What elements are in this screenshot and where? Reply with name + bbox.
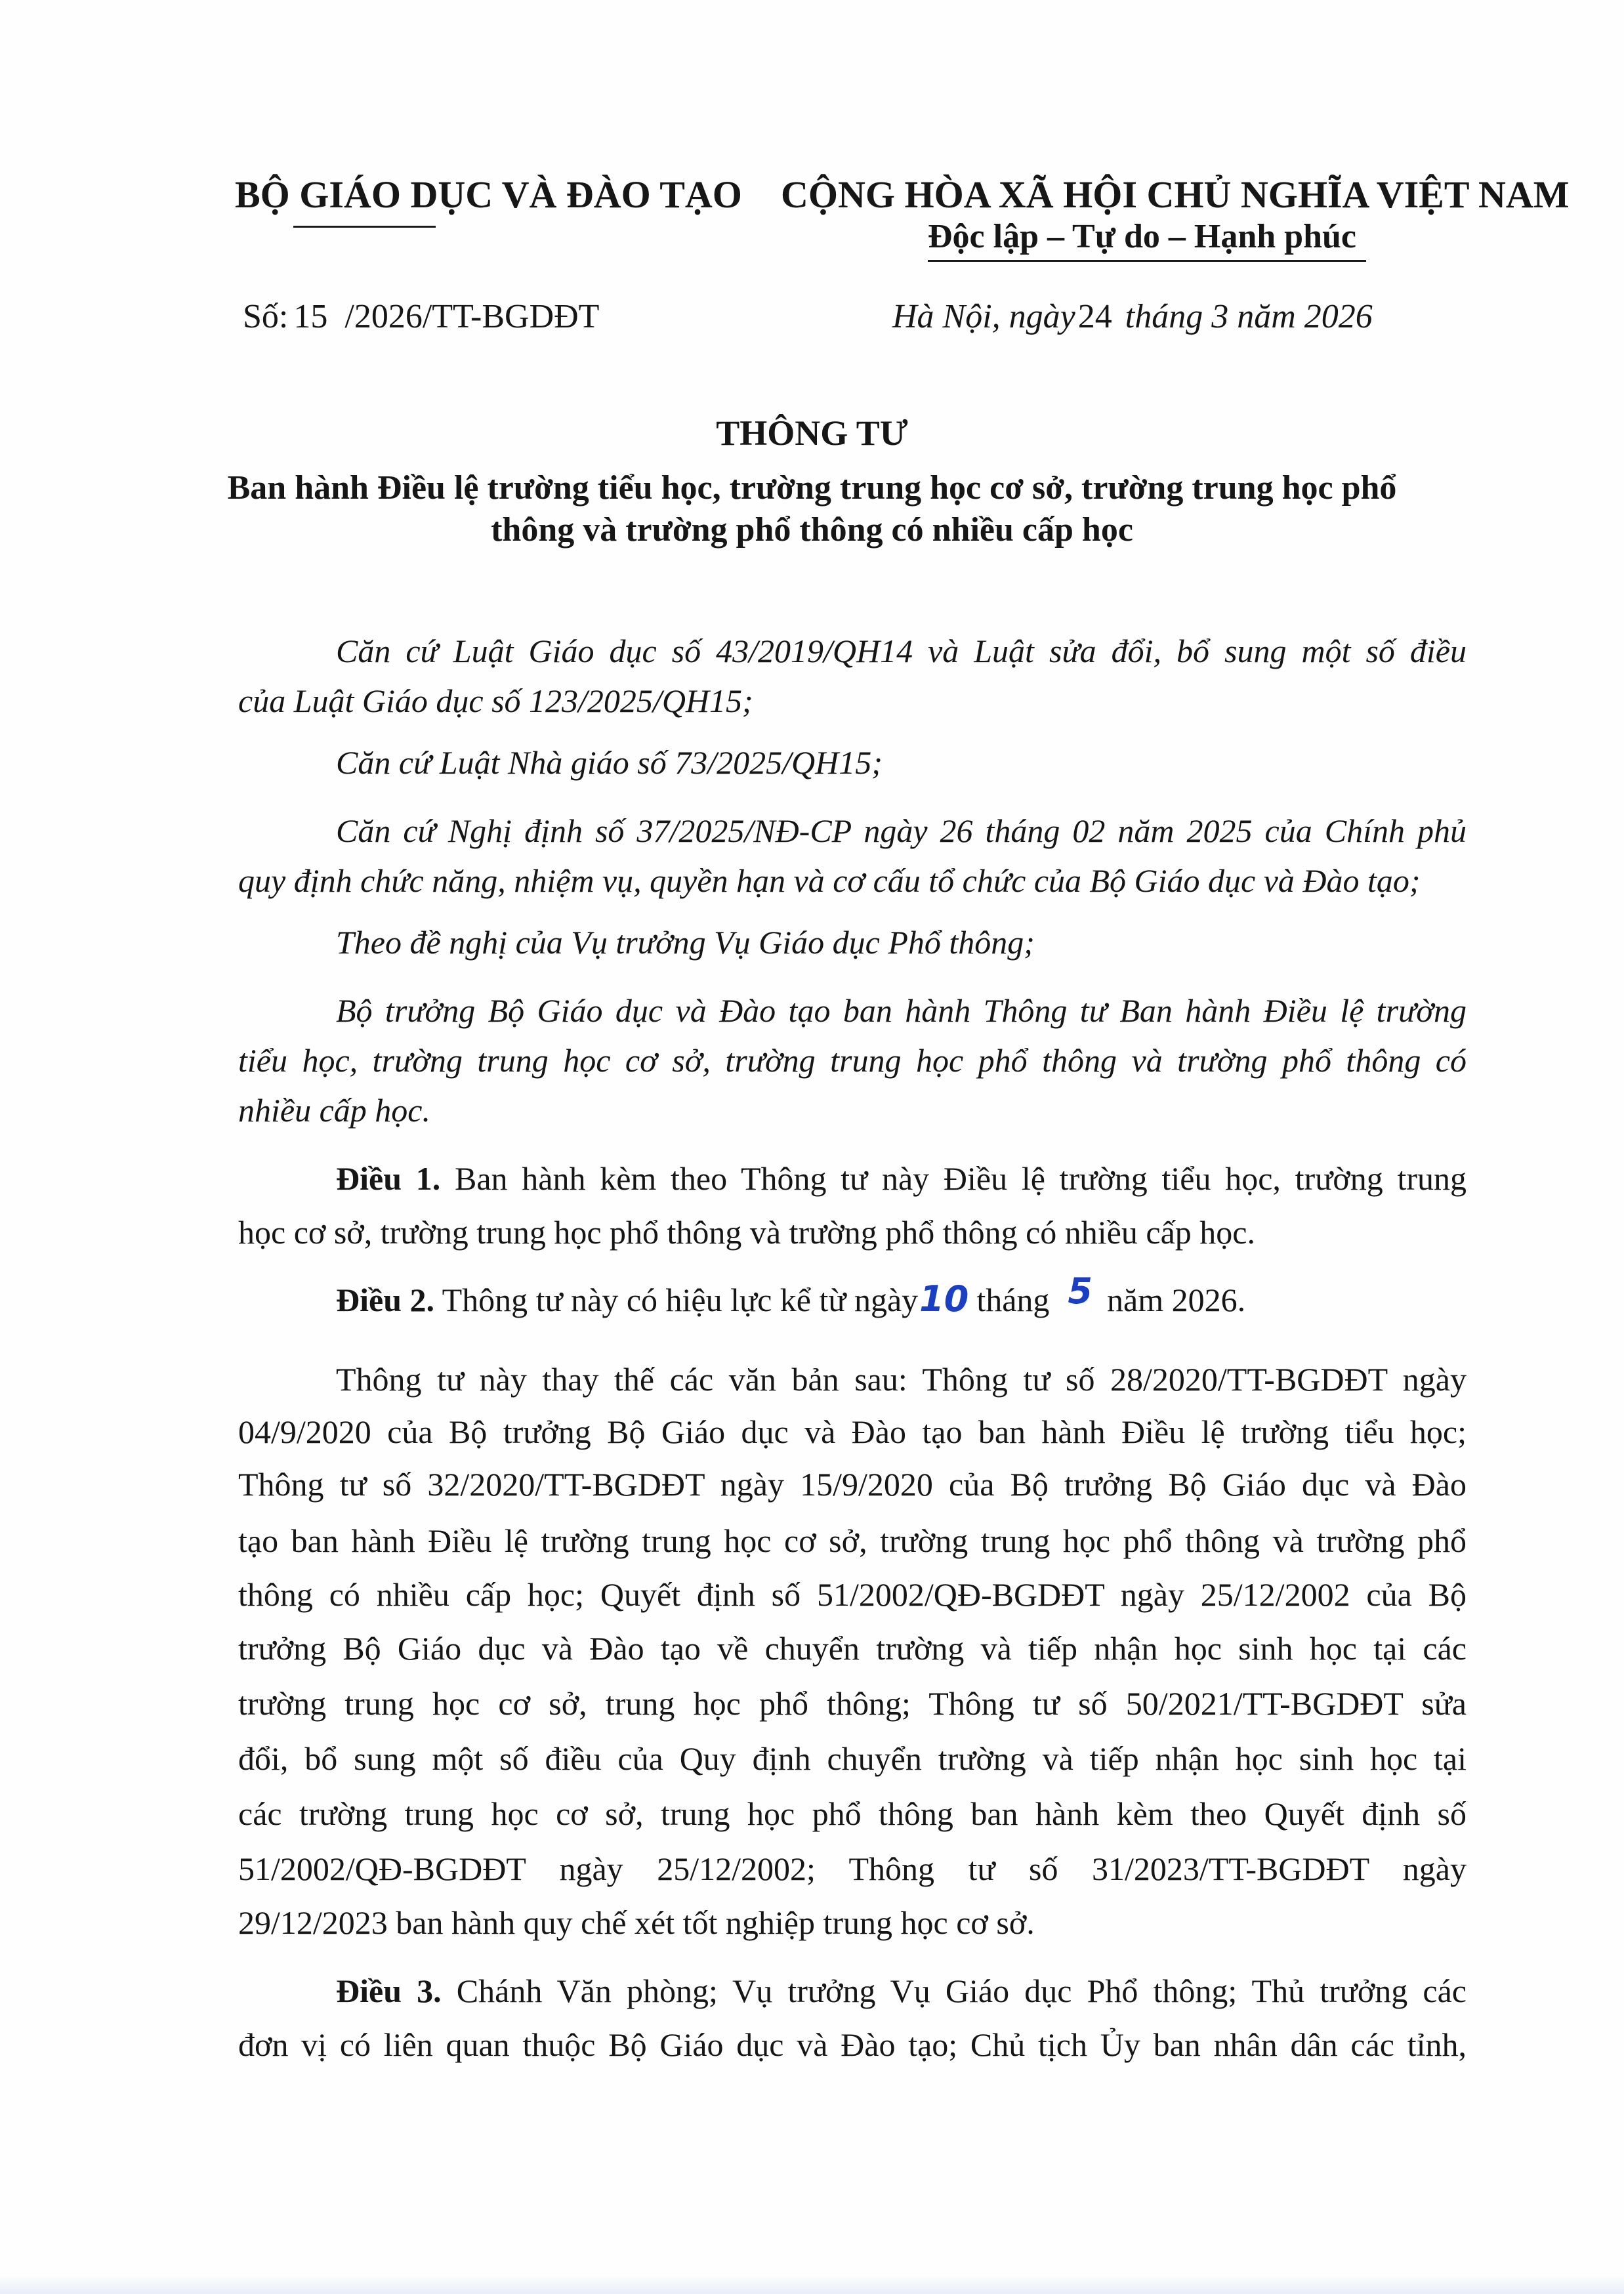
country-name: CỘNG HÒA XÃ HỘI CHỦ NGHĨA VIỆT NAM: [781, 173, 1570, 216]
preamble-line: nhiều cấp học.: [238, 1092, 430, 1129]
document-type: THÔNG TƯ: [716, 413, 908, 453]
document-subject-line-1: Ban hành Điều lệ trường tiểu học, trường trung học cơ sở, trường trung học phổ: [227, 469, 1397, 507]
place-and-date: [892, 297, 1373, 337]
replace-line: 51/2002/QĐ-BGDĐT ngày 25/12/2002; Thông tư số 31/2023/TT-BGDĐT ngày: [238, 1850, 1467, 1887]
number-prefix: Số:: [243, 298, 289, 335]
article-3-line-2: đơn vị có liên quan thuộc Bộ Giáo dục và Đào tạo; Chủ tịch Ủy ban nhân dân các tỉnh,: [238, 2026, 1467, 2063]
issuing-agency: BỘ GIÁO DỤC VÀ ĐÀO TẠO: [235, 173, 742, 216]
replace-line: trường trung học cơ sở, trung học phổ thông; Thông tư số 50/2021/TT-BGDĐT sửa: [238, 1685, 1467, 1722]
article-1-line-1: [336, 1159, 1467, 1198]
number-suffix: /2026/TT-BGDĐT: [344, 298, 600, 335]
preamble-line: Bộ trưởng Bộ Giáo dục và Đào tạo ban hành Thông tư Ban hành Điều lệ trường: [336, 992, 1467, 1029]
article-1-text: Ban hành kèm theo Thông tư này Điều lệ trường tiểu học, trường trung: [455, 1160, 1467, 1197]
document-number: [243, 297, 599, 337]
preamble-line: quy định chức năng, nhiệm vụ, quyền hạn và cơ cấu tổ chức của Bộ Giáo dục và Đào tạo;: [238, 862, 1421, 899]
preamble-line: tiểu học, trường trung học cơ sở, trường trung học phổ thông và trường phổ thông có: [238, 1042, 1467, 1079]
preamble-line: Căn cứ Luật Giáo dục số 43/2019/QH14 và Luật sửa đổi, bổ sung một số điều: [336, 633, 1467, 669]
replace-line: thông có nhiều cấp học; Quyết định số 51/2002/QĐ-BGDĐT ngày 25/12/2002 của Bộ: [238, 1576, 1467, 1613]
replace-line: các trường trung học cơ sở, trung học phổ thông ban hành kèm theo Quyết định số: [238, 1795, 1467, 1832]
scan-bottom-edge: [0, 2276, 1624, 2294]
article-3-line-1: [336, 1971, 1467, 2011]
document-subject-line-2: thông và trường phổ thông có nhiều cấp học: [491, 511, 1133, 549]
replace-line: 29/12/2023 ban hành quy chế xét tốt nghiệp trung học cơ sở.: [238, 1904, 1035, 1941]
article-2-line-1: [336, 1270, 1467, 1320]
article-1-line-2: học cơ sở, trường trung học phổ thông và trường phổ thông có nhiều cấp học.: [238, 1214, 1255, 1251]
preamble-line: Theo đề nghị của Vụ trưởng Vụ Giáo dục Phổ thông;: [336, 924, 1035, 961]
replace-line: Thông tư số 32/2020/TT-BGDĐT ngày 15/9/2020 của Bộ trưởng Bộ Giáo dục và Đào: [238, 1466, 1467, 1503]
article-3-text: Chánh Văn phòng; Vụ trưởng Vụ Giáo dục Phổ thông; Thủ trưởng các: [456, 1972, 1467, 2009]
national-motto: Độc lập – Tự do – Hạnh phúc: [928, 218, 1356, 255]
replace-line: đổi, bổ sung một số điều của Quy định chuyển trường và tiếp nhận học sinh học tại: [238, 1740, 1467, 1777]
article-2-effective-text: Thông tư này có hiệu lực kể từ ngày: [442, 1282, 919, 1318]
number-value: 15: [293, 298, 328, 335]
month-text: tháng: [976, 1282, 1050, 1318]
preamble-line: của Luật Giáo dục số 123/2025/QH15;: [238, 682, 753, 719]
issue-month-year: tháng 3 năm 2026: [1125, 298, 1373, 335]
replace-line: 04/9/2020 của Bộ trưởng Bộ Giáo dục và Đào tạo ban hành Điều lệ trường tiểu học;: [238, 1413, 1467, 1450]
replace-line: trưởng Bộ Giáo dục và Đào tạo về chuyển trường và tiếp nhận học sinh học tại các: [238, 1630, 1467, 1667]
handwritten-day: 10: [919, 1278, 969, 1320]
preamble-line: Căn cứ Nghị định số 37/2025/NĐ-CP ngày 26 tháng 02 năm 2025 của Chính phủ: [336, 812, 1467, 849]
replace-line: tạo ban hành Điều lệ trường trung học cơ sở, trường trung học phổ thông và trường phổ: [238, 1522, 1467, 1559]
place-date-prefix: Hà Nội, ngày: [892, 298, 1075, 335]
agency-underline: [293, 226, 436, 228]
replace-line: Thông tư này thay thế các văn bản sau: Thông tư số 28/2020/TT-BGDĐT ngày: [336, 1361, 1467, 1398]
preamble-line: Căn cứ Luật Nhà giáo số 73/2025/QH15;: [336, 744, 883, 781]
article-3-label: Điều 3.: [336, 1972, 442, 2009]
motto-underline: [928, 260, 1366, 262]
handwritten-month: 5: [1068, 1270, 1093, 1312]
year-text: năm 2026.: [1107, 1282, 1246, 1318]
issue-day: 24: [1077, 298, 1112, 335]
article-2-label: Điều 2.: [336, 1282, 434, 1318]
article-1-label: Điều 1.: [336, 1160, 441, 1197]
